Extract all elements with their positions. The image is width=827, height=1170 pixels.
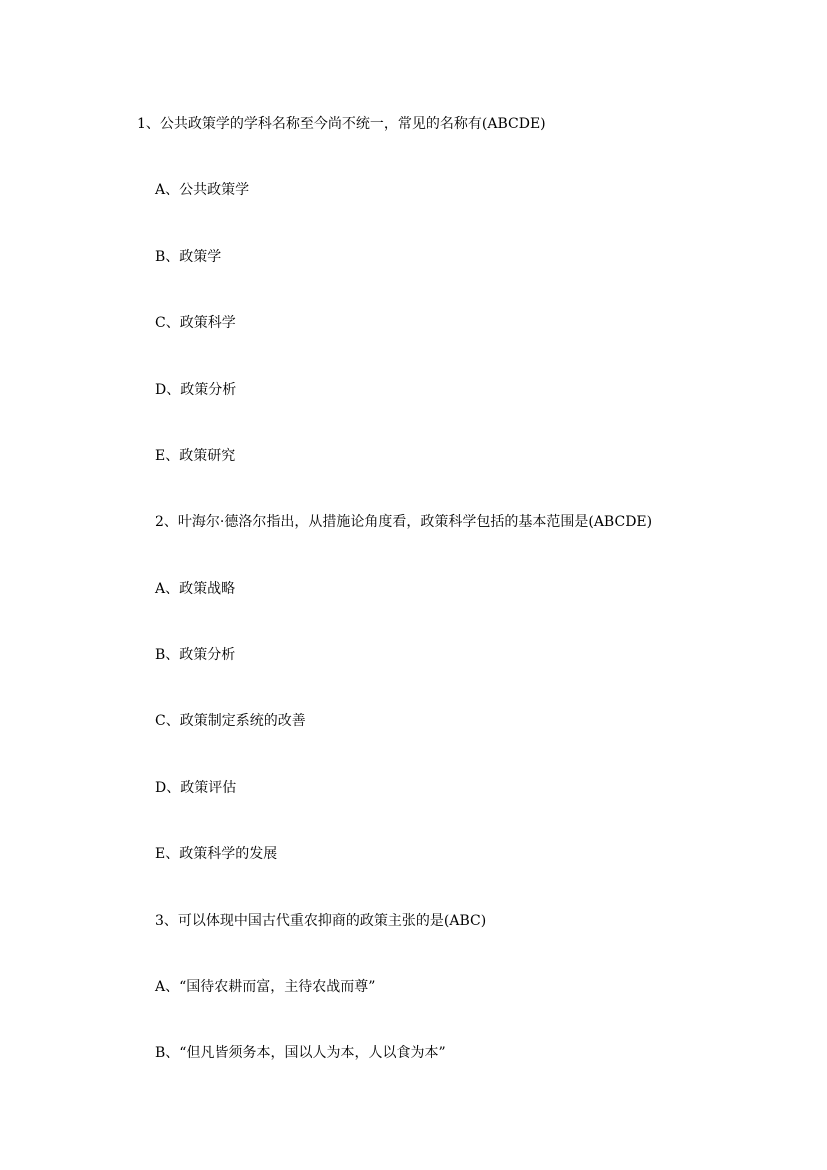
question-3-stem: 3、可以体现中国古代重农抑商的政策主张的是(ABC) [155,913,487,929]
question-2-option-e: E、政策科学的发展 [155,846,278,862]
question-3-option-b: B、“但凡皆须务本，国以人为本，人以食为本” [155,1045,446,1061]
question-1-option-d: D、政策分析 [155,382,237,398]
question-3-option-a: A、“国待农耕而富，主待农战而尊” [155,979,376,995]
question-1-option-b: B、政策学 [155,249,222,265]
question-2-stem: 2、叶海尔·德洛尔指出，从措施论角度看，政策科学包括的基本范围是(ABCDE) [155,514,653,530]
question-2-option-b: B、政策分析 [155,647,236,663]
question-2-option-d: D、政策评估 [155,780,237,796]
question-1-stem: 1、公共政策学的学科名称至今尚不统一，常见的名称有(ABCDE) [137,116,546,132]
question-1-option-c: C、政策科学 [155,315,236,331]
question-2-option-a: A、政策战略 [155,581,236,597]
question-2-option-c: C、政策制定系统的改善 [155,713,306,729]
question-1-option-e: E、政策研究 [155,448,236,464]
question-1-option-a: A、公共政策学 [155,182,250,198]
